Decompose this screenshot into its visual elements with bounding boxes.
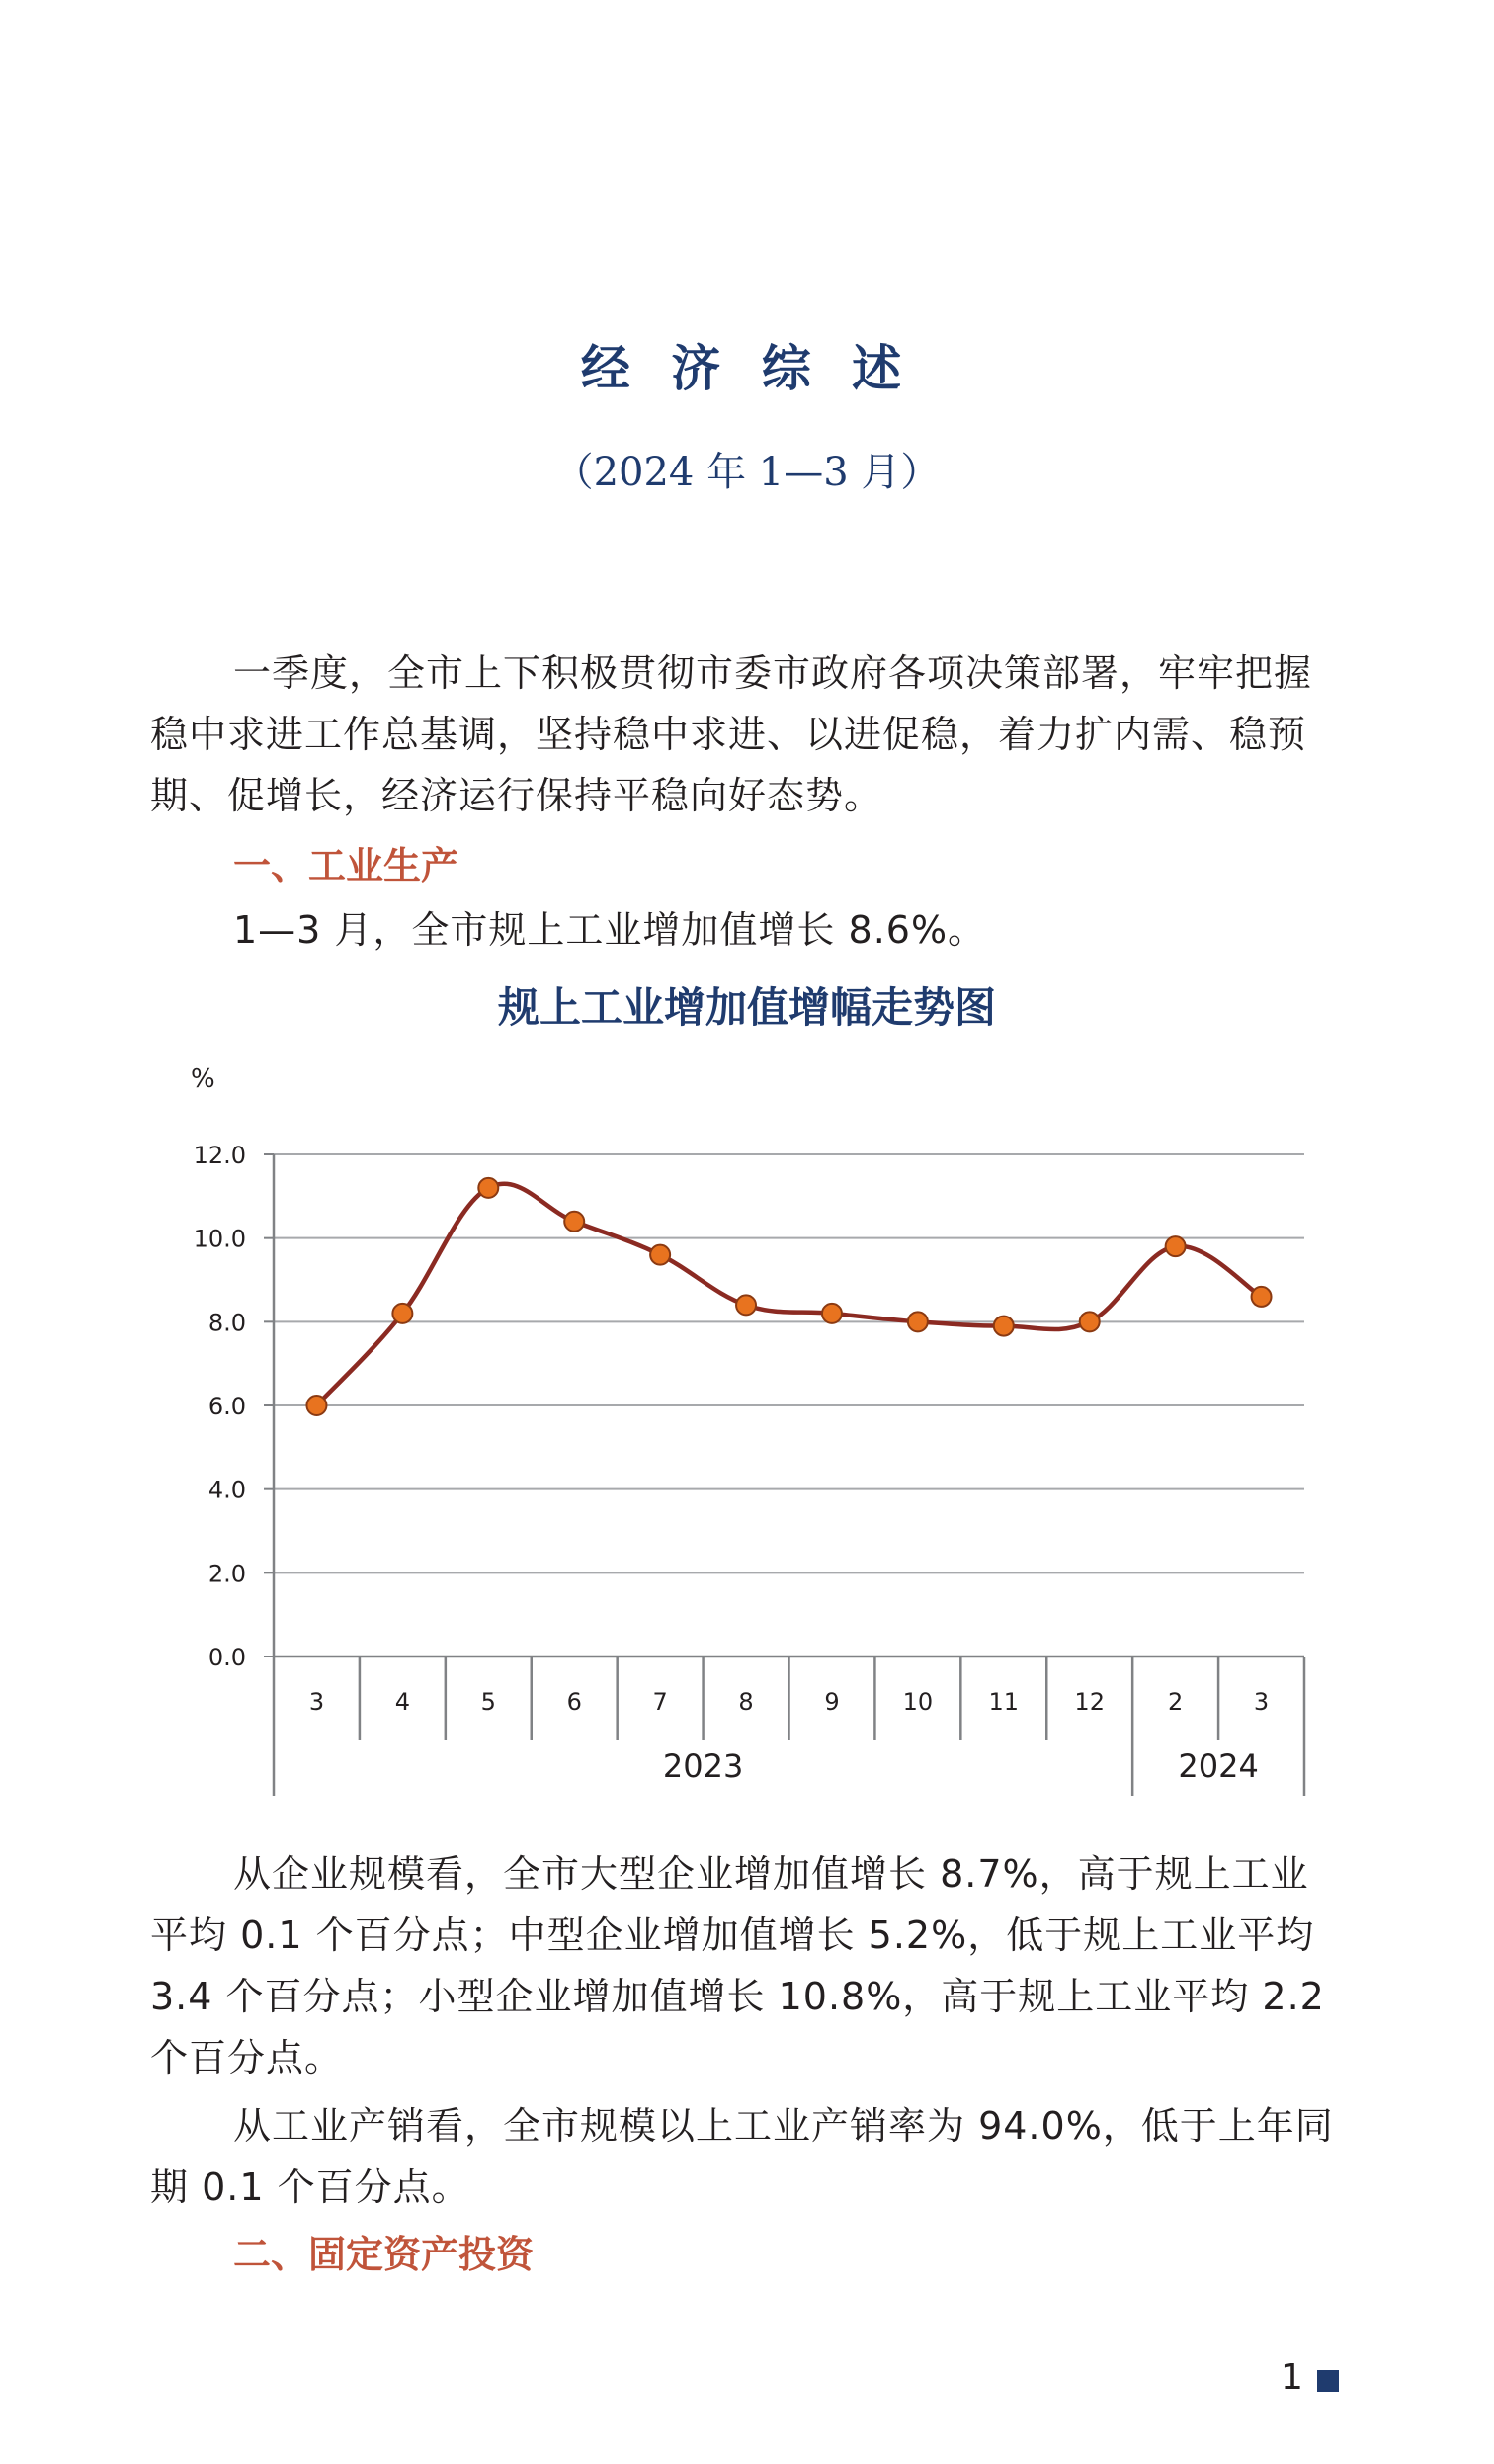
sales-paragraph: 从工业产销看，全市规模以上工业产销率为 94.0%，低于上年同期 0.1 个百分点。 (150, 2104, 1334, 2209)
page-subtitle: （2024 年 1—3 月） (553, 450, 941, 495)
data-point (994, 1317, 1014, 1336)
section-heading-investment: 二、固定资产投资 (233, 2233, 535, 2276)
x-tick-label: 3 (1253, 1688, 1270, 1716)
year-group-label: 2023 (662, 1747, 744, 1785)
x-tick-label: 10 (902, 1688, 934, 1716)
industry-summary: 1—3 月，全市规上工业增加值增长 8.6%。 (233, 908, 987, 952)
x-tick-label: 12 (1074, 1688, 1105, 1716)
data-point (1166, 1236, 1186, 1256)
section-heading-industry: 一、工业生产 (233, 844, 459, 888)
page-number: 1 (1281, 2357, 1303, 2398)
x-tick-label: 5 (480, 1688, 496, 1716)
y-tick-label: 2.0 (208, 1560, 246, 1588)
series-line (316, 1184, 1261, 1405)
data-point (1080, 1312, 1100, 1331)
y-tick-label: 10.0 (193, 1225, 246, 1253)
x-tick-label: 3 (308, 1688, 325, 1716)
data-point (736, 1295, 756, 1315)
x-tick-label: 2 (1167, 1688, 1184, 1716)
intro-paragraph: 一季度，全市上下积极贯彻市委市政府各项决策部署，牢牢把握稳中求进工作总基调，坚持稳中求进、以进促稳，着力扩内需、稳预期、促增长，经济运行保持平稳向好态势。 (150, 651, 1313, 817)
x-tick-label: 11 (988, 1688, 1020, 1716)
data-point (822, 1304, 842, 1323)
x-tick-label: 6 (566, 1688, 582, 1716)
y-tick-label: 0.0 (208, 1644, 246, 1671)
x-tick-label: 8 (738, 1688, 754, 1716)
enterprise-scale-paragraph: 从企业规模看，全市大型企业增加值增长 8.7%，高于规上工业平均 0.1 个百分点；中型企业增加值增长 5.2%，低于规上工业平均 3.4 个百分点；小型企业增加值增长 10.8%，高于规上工业平均 2.2 个百分点。 (150, 1852, 1325, 2080)
page-marker-square (1317, 2370, 1339, 2392)
x-tick-label: 4 (394, 1688, 411, 1716)
y-axis-unit-label: % (191, 1064, 215, 1094)
data-point (1252, 1287, 1272, 1307)
chart-title: 规上工业增加值增幅走势图 (497, 983, 996, 1032)
x-tick-label: 7 (652, 1688, 668, 1716)
x-tick-label: 9 (824, 1688, 840, 1716)
data-point (306, 1396, 326, 1415)
y-tick-label: 12.0 (193, 1142, 246, 1169)
y-tick-label: 6.0 (208, 1393, 246, 1420)
year-group-label: 2024 (1178, 1747, 1259, 1785)
line-chart (0, 1048, 1494, 1809)
data-point (478, 1178, 498, 1198)
y-tick-label: 8.0 (208, 1309, 246, 1337)
page-title: 经 济 综 述 (580, 340, 914, 397)
y-tick-label: 4.0 (208, 1476, 246, 1504)
data-point (908, 1312, 928, 1331)
data-point (650, 1245, 670, 1265)
data-point (564, 1212, 584, 1232)
data-point (392, 1304, 412, 1323)
